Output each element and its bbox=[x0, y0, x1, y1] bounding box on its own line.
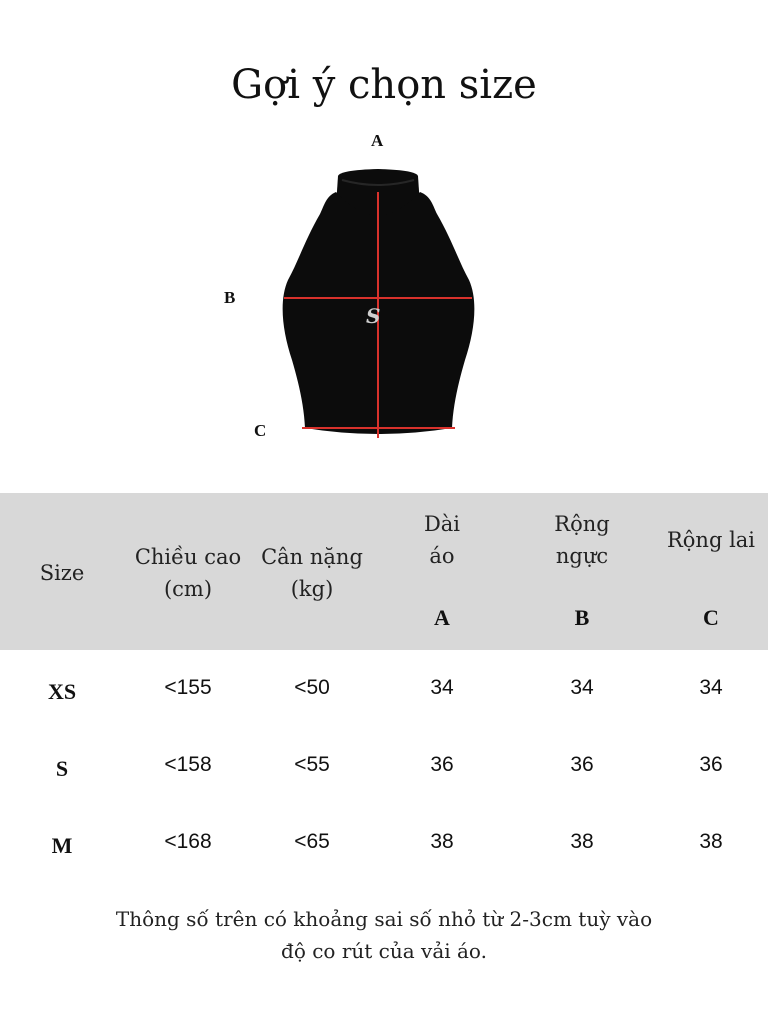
table-header bbox=[0, 493, 768, 650]
cell-chest: 34 bbox=[570, 676, 594, 699]
header-hem: Rộng lai bbox=[666, 528, 756, 552]
table-row bbox=[0, 670, 768, 710]
cell-chest: 38 bbox=[570, 830, 594, 853]
cell-size: S bbox=[55, 756, 69, 781]
cell-hem: 38 bbox=[699, 830, 723, 853]
table-row bbox=[0, 747, 768, 787]
cell-height: <158 bbox=[164, 753, 212, 776]
cell-size: M bbox=[51, 833, 73, 858]
cell-weight: <65 bbox=[294, 830, 330, 853]
halter-top-illustration bbox=[0, 0, 768, 480]
header-letter-c: C bbox=[703, 605, 719, 630]
cell-length: 36 bbox=[430, 753, 454, 776]
header-letter-a: A bbox=[434, 605, 450, 630]
cell-hem: 36 bbox=[699, 753, 723, 776]
cell-chest: 36 bbox=[570, 753, 594, 776]
header-letter-b: B bbox=[574, 605, 590, 630]
cell-length: 34 bbox=[430, 676, 454, 699]
page-title: Gợi ý chọn size bbox=[231, 62, 537, 108]
measure-label-a: A bbox=[371, 131, 384, 150]
measure-label-c: C bbox=[254, 421, 267, 440]
measure-label-b: B bbox=[224, 288, 236, 307]
header-chest: Rộng ngực bbox=[554, 512, 610, 568]
cell-height: <155 bbox=[164, 676, 212, 699]
header-weight: Cân nặng (kg) bbox=[261, 545, 363, 601]
cell-size: XS bbox=[47, 679, 77, 704]
footnote: Thông số trên có khoảng sai số nhỏ từ 2-3cm tuỳ vào độ co rút của vải áo. bbox=[115, 907, 653, 963]
header-length: Dài áo bbox=[423, 512, 461, 568]
cell-length: 38 bbox=[430, 830, 454, 853]
cell-height: <168 bbox=[164, 830, 212, 853]
brand-logo-mark: S bbox=[366, 304, 381, 328]
header-size: Size bbox=[39, 561, 85, 585]
cell-weight: <50 bbox=[294, 676, 330, 699]
cell-hem: 34 bbox=[699, 676, 723, 699]
header-height: Chiều cao (cm) bbox=[134, 545, 242, 601]
cell-weight: <55 bbox=[294, 753, 330, 776]
table-row bbox=[0, 824, 768, 864]
